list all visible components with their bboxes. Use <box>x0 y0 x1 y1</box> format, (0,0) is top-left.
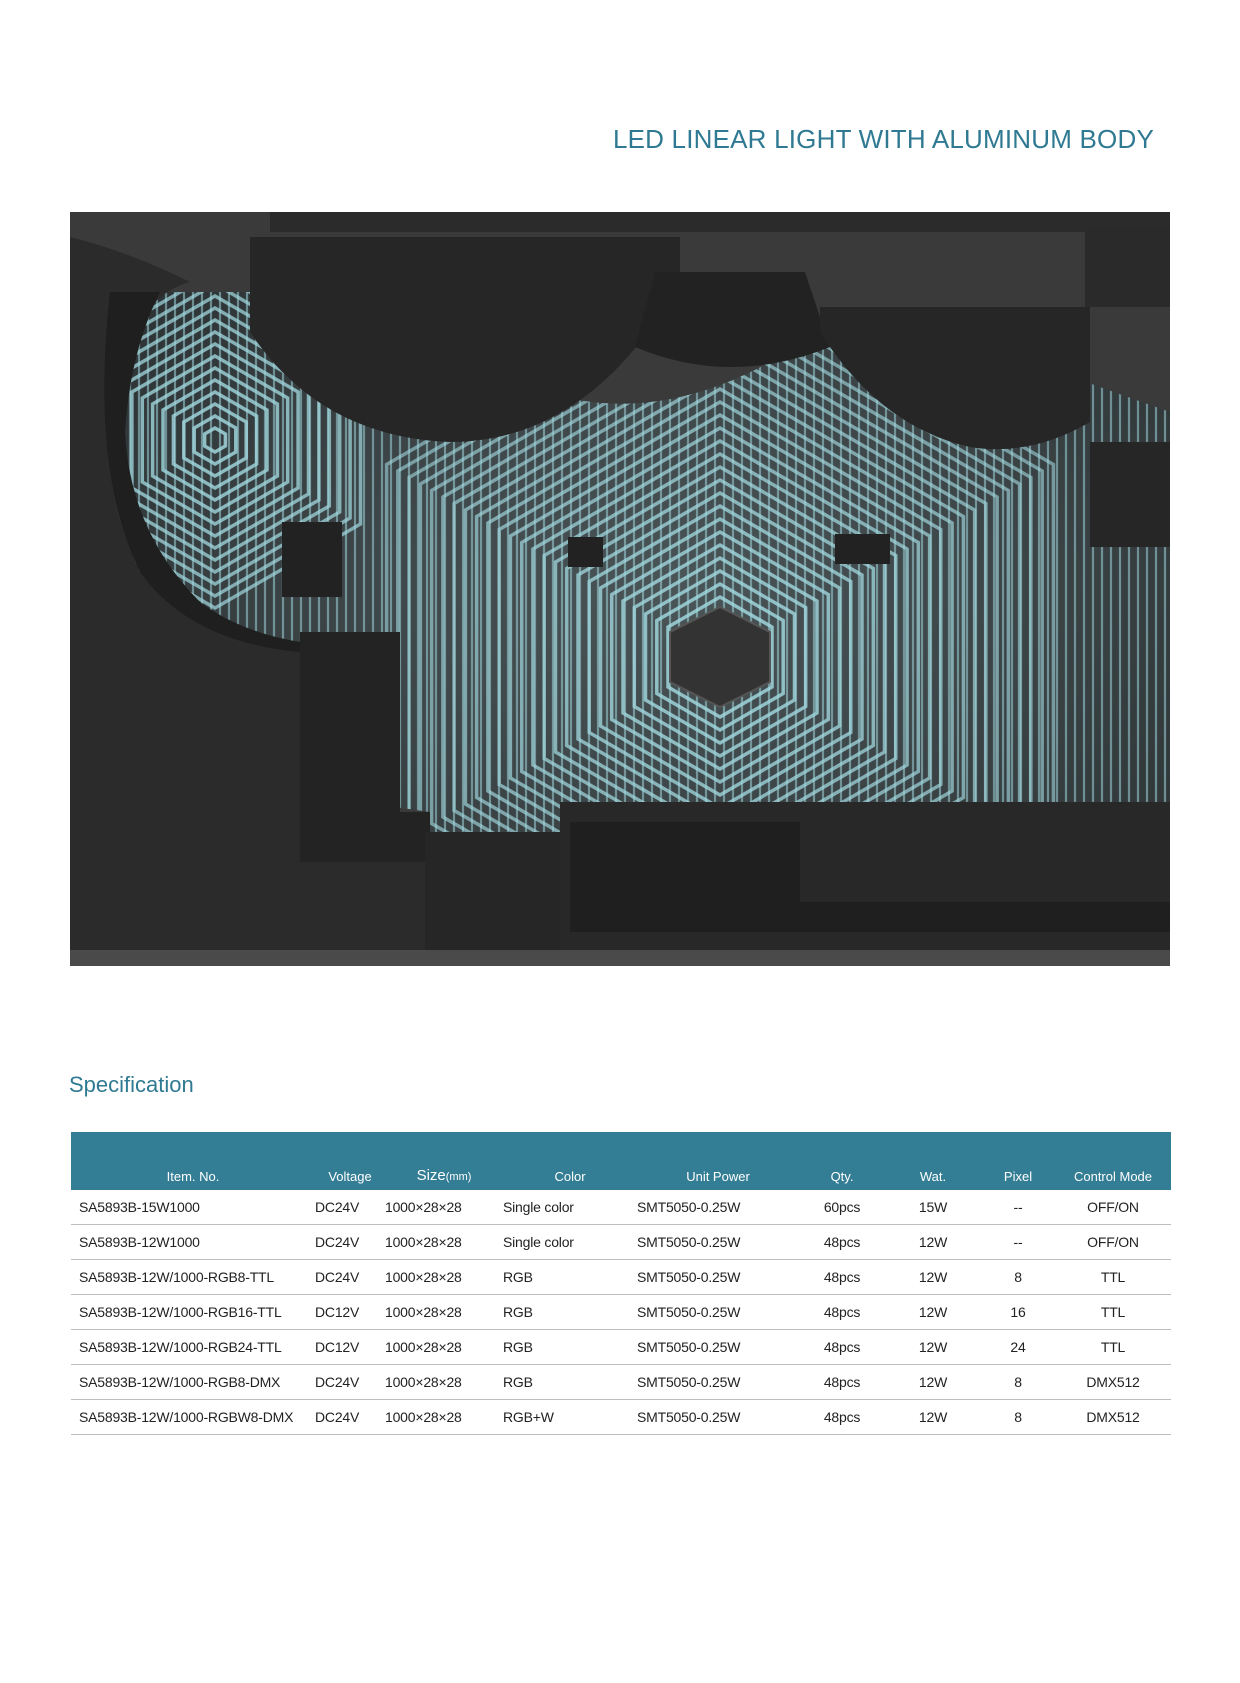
cell-voltage: DC24V <box>315 1225 385 1260</box>
header-unit-power: Unit Power <box>637 1132 799 1190</box>
ceiling-render <box>70 212 1170 966</box>
cell-qty: 48pcs <box>799 1225 885 1260</box>
floor-band <box>70 950 1170 966</box>
cell-qty: 60pcs <box>799 1190 885 1225</box>
cell-qty: 48pcs <box>799 1260 885 1295</box>
cell-pixel: 8 <box>981 1260 1055 1295</box>
table-row <box>71 1225 1171 1260</box>
header-control-mode: Control Mode <box>1055 1132 1171 1190</box>
cell-size: 1000×28×28 <box>385 1365 503 1400</box>
cell-item-no: SA5893B-15W1000 <box>71 1190 315 1225</box>
cell-wattage: 15W <box>885 1190 981 1225</box>
cell-color: Single color <box>503 1225 637 1260</box>
cell-unit-power: SMT5050-0.25W <box>637 1295 799 1330</box>
cell-qty: 48pcs <box>799 1400 885 1435</box>
table-row <box>71 1400 1171 1435</box>
cell-size: 1000×28×28 <box>385 1330 503 1365</box>
header-color: Color <box>503 1132 637 1190</box>
cell-voltage: DC12V <box>315 1330 385 1365</box>
table-row <box>71 1365 1171 1400</box>
beam-bottom <box>425 832 560 966</box>
column-right <box>1090 442 1170 547</box>
cell-unit-power: SMT5050-0.25W <box>637 1365 799 1400</box>
cell-wattage: 12W <box>885 1330 981 1365</box>
cell-pixel: -- <box>981 1190 1055 1225</box>
cell-size: 1000×28×28 <box>385 1295 503 1330</box>
cell-item-no: SA5893B-12W/1000-RGBW8-DMX <box>71 1400 315 1435</box>
cell-unit-power: SMT5050-0.25W <box>637 1400 799 1435</box>
cell-control-mode: TTL <box>1055 1330 1171 1365</box>
table-header-row <box>71 1132 1171 1190</box>
cell-wattage: 12W <box>885 1400 981 1435</box>
cell-control-mode: OFF/ON <box>1055 1225 1171 1260</box>
bulkhead-right <box>1085 227 1170 307</box>
cell-voltage: DC12V <box>315 1295 385 1330</box>
cell-wattage: 12W <box>885 1295 981 1330</box>
cell-color: RGB+W <box>503 1400 637 1435</box>
cell-size: 1000×28×28 <box>385 1400 503 1435</box>
cell-pixel: -- <box>981 1225 1055 1260</box>
cell-control-mode: TTL <box>1055 1260 1171 1295</box>
cell-item-no: SA5893B-12W/1000-RGB8-TTL <box>71 1260 315 1295</box>
cell-wattage: 12W <box>885 1225 981 1260</box>
corbel-center-right <box>835 534 890 564</box>
cell-item-no: SA5893B-12W/1000-RGB8-DMX <box>71 1365 315 1400</box>
cell-pixel: 8 <box>981 1400 1055 1435</box>
cell-control-mode: TTL <box>1055 1295 1171 1330</box>
cell-color: Single color <box>503 1190 637 1225</box>
cell-size: 1000×28×28 <box>385 1260 503 1295</box>
cell-control-mode: OFF/ON <box>1055 1190 1171 1225</box>
header-wattage: Wat. <box>885 1132 981 1190</box>
dome-center <box>635 272 830 367</box>
cell-voltage: DC24V <box>315 1400 385 1435</box>
cell-size: 1000×28×28 <box>385 1225 503 1260</box>
cell-pixel: 8 <box>981 1365 1055 1400</box>
corbel-left <box>282 522 342 597</box>
cell-voltage: DC24V <box>315 1365 385 1400</box>
cell-wattage: 12W <box>885 1260 981 1295</box>
header-qty: Qty. <box>799 1132 885 1190</box>
cell-color: RGB <box>503 1260 637 1295</box>
cell-item-no: SA5893B-12W1000 <box>71 1225 315 1260</box>
cell-control-mode: DMX512 <box>1055 1400 1171 1435</box>
table-row <box>71 1330 1171 1365</box>
cell-size: 1000×28×28 <box>385 1190 503 1225</box>
table-row <box>71 1295 1171 1330</box>
cell-pixel: 16 <box>981 1295 1055 1330</box>
table-row <box>71 1260 1171 1295</box>
cell-color: RGB <box>503 1365 637 1400</box>
specification-table <box>71 1132 1171 1435</box>
cell-qty: 48pcs <box>799 1330 885 1365</box>
header-size: Size(mm) <box>385 1132 503 1190</box>
corbel-center-left <box>568 537 603 567</box>
cell-voltage: DC24V <box>315 1260 385 1295</box>
cell-voltage: DC24V <box>315 1190 385 1225</box>
header-item-no: Item. No. <box>71 1132 315 1190</box>
cell-item-no: SA5893B-12W/1000-RGB24-TTL <box>71 1330 315 1365</box>
cell-unit-power: SMT5050-0.25W <box>637 1260 799 1295</box>
cell-unit-power: SMT5050-0.25W <box>637 1190 799 1225</box>
cell-pixel: 24 <box>981 1330 1055 1365</box>
specification-heading: Specification <box>69 1072 194 1097</box>
header-pixel: Pixel <box>981 1132 1055 1190</box>
cell-color: RGB <box>503 1295 637 1330</box>
cell-unit-power: SMT5050-0.25W <box>637 1225 799 1260</box>
cell-wattage: 12W <box>885 1365 981 1400</box>
table-row <box>71 1190 1171 1225</box>
cell-unit-power: SMT5050-0.25W <box>637 1330 799 1365</box>
product-photo <box>70 212 1170 966</box>
cell-qty: 48pcs <box>799 1295 885 1330</box>
cell-control-mode: DMX512 <box>1055 1365 1171 1400</box>
cell-qty: 48pcs <box>799 1365 885 1400</box>
header-voltage: Voltage <box>315 1132 385 1190</box>
cell-color: RGB <box>503 1330 637 1365</box>
cell-item-no: SA5893B-12W/1000-RGB16-TTL <box>71 1295 315 1330</box>
page-title: LED LINEAR LIGHT WITH ALUMINUM BODY <box>612 124 1154 154</box>
